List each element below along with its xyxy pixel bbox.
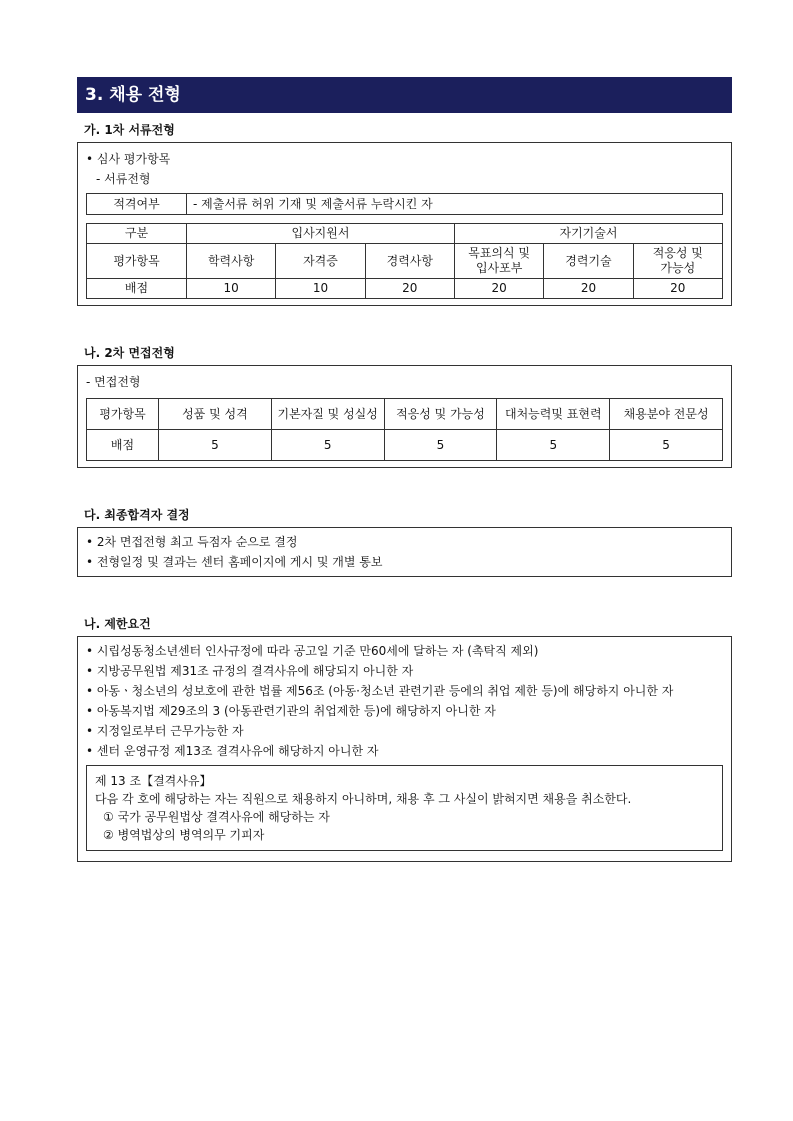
group-a-header: 입사지원서	[187, 224, 455, 244]
interview-item: 성품 및 성격	[159, 399, 272, 430]
eval-item: 학력사항	[187, 244, 276, 279]
list-item: • 아동복지법 제29조의 3 (아동관련기관의 취업제한 등)에 해당하지 아니한 자	[86, 704, 496, 718]
interview-score: 5	[271, 430, 384, 461]
interview-score: 5	[610, 430, 723, 461]
s4-heading: 나. 제한요건	[84, 617, 151, 631]
eval-item: 경력기술	[544, 244, 633, 279]
rule-body: 다음 각 호에 해당하는 자는 직원으로 채용하지 아니하며, 채용 후 그 사실이 밝혀지면 채용을 취소한다.	[95, 792, 632, 806]
qual-label: 적격여부	[87, 194, 187, 215]
eval-score: 20	[365, 279, 454, 299]
s1-bullet: • 심사 평가항목	[86, 152, 171, 166]
eval-score: 20	[454, 279, 543, 299]
interview-item: 적응성 및 가능성	[384, 399, 497, 430]
interview-item: 채용분야 전문성	[610, 399, 723, 430]
group-b-header: 자기기술서	[454, 224, 722, 244]
interview-item: 대처능력및 표현력	[497, 399, 610, 430]
s1-heading: 가. 1차 서류전형	[84, 123, 175, 137]
s2-heading: 나. 2차 면접전형	[84, 346, 175, 360]
rule-item: ① 국가 공무원법상 결격사유에 해당하는 자	[103, 810, 330, 824]
list-item: • 2차 면접전형 최고 득점자 순으로 결정	[86, 535, 298, 549]
s1-box	[77, 142, 732, 306]
list-item: • 전형일정 및 결과는 센터 홈페이지에 게시 및 개별 통보	[86, 555, 383, 569]
document-page	[77, 77, 732, 862]
row-label-score: 배점	[87, 279, 187, 299]
qualification-table	[86, 193, 723, 215]
eval-score: 10	[187, 279, 276, 299]
col-group-header: 구분	[87, 224, 187, 244]
interview-eval-table	[86, 398, 723, 461]
s2-box	[77, 365, 732, 468]
qual-value: - 제출서류 허위 기재 및 제출서류 누락시킨 자	[187, 194, 723, 215]
row-label-items: 평가항목	[87, 399, 159, 430]
s3-heading: 다. 최종합격자 결정	[84, 508, 190, 522]
section-title: 3. 채용 전형	[77, 77, 732, 113]
row-label-items: 평가항목	[87, 244, 187, 279]
list-item: • 센터 운영규정 제13조 결격사유에 해당하지 아니한 자	[86, 744, 379, 758]
eval-score: 20	[633, 279, 722, 299]
interview-score: 5	[159, 430, 272, 461]
eval-item: 경력사항	[365, 244, 454, 279]
s1-sub: - 서류전형	[96, 172, 151, 186]
list-item: • 지정일로부터 근무가능한 자	[86, 724, 244, 738]
interview-score: 5	[497, 430, 610, 461]
eval-item: 목표의식 및 입사포부	[454, 244, 543, 279]
eval-score: 20	[544, 279, 633, 299]
eval-item: 적응성 및 가능성	[633, 244, 722, 279]
s4-box	[77, 636, 732, 862]
list-item: • 시립성동청소년센터 인사규정에 따라 공고일 기준 만60세에 달하는 자 (촉탁직 제외)	[86, 644, 539, 658]
row-label-score: 배점	[87, 430, 159, 461]
s3-box	[77, 527, 732, 577]
rule-title: 제 13 조【결격사유】	[95, 774, 212, 788]
list-item: • 아동ㆍ청소년의 성보호에 관한 법률 제56조 (아동·청소년 관련기관 등에의 취업 제한 등)에 해당하지 아니한 자	[86, 684, 674, 698]
interview-score: 5	[384, 430, 497, 461]
interview-item: 기본자질 및 성실성	[271, 399, 384, 430]
eval-score: 10	[276, 279, 365, 299]
rule-item: ② 병역법상의 병역의무 기피자	[103, 828, 265, 842]
eval-item: 자격증	[276, 244, 365, 279]
rule-box	[86, 765, 723, 851]
s2-sub: - 면접전형	[86, 375, 141, 389]
document-eval-table	[86, 223, 723, 299]
list-item: • 지방공무원법 제31조 규정의 결격사유에 해당되지 아니한 자	[86, 664, 414, 678]
